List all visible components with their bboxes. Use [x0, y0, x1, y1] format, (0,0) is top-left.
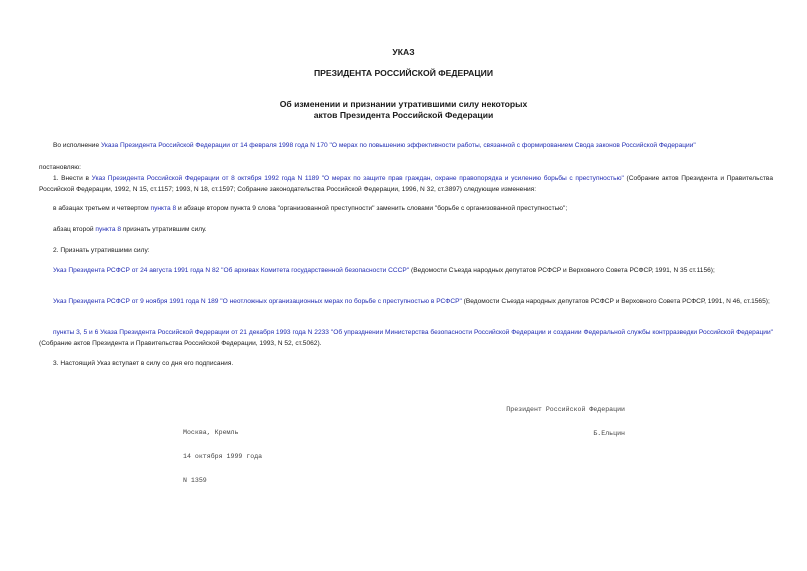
item-1a-rest: и абзаце втором пункта 9 слова "организованной преступности" заменить словами "борьбе с организованной преступностью";: [176, 205, 568, 212]
signature-name: Б.Ельцин: [593, 430, 625, 437]
item-1b-paragraph: [53, 224, 773, 235]
item-1-rest: (Собрание актов Президента и Правительства Российской Федерации, 1992, N 15, ст.1157; 1993, N 18, ст.1597; Собрание законодательства Российской Федерации, 1996, N 32, ст.3897) следующие изменения:: [39, 175, 773, 193]
item-1a-link[interactable]: пункта 8: [150, 205, 177, 212]
item-1b-prefix: абзац второй: [53, 226, 96, 233]
item-1b-rest: признать утратившим силу.: [121, 226, 207, 233]
preamble-link[interactable]: Указа Президента Российской Федерации от 14 февраля 1998 года N 170 "О мерах по повышению эффективности работы, связанной с формированием Свода законов Российской Федерации": [100, 142, 696, 149]
preamble-paragraph: [53, 140, 773, 151]
item-2d-link[interactable]: Указ Президента РСФСР от 9 ноября 1991 года N 189 "О неотложных организационных мерах по борьбе с преступностью в РСФСР": [53, 298, 462, 305]
item-1-prefix: 1. Внести в: [53, 175, 92, 182]
doc-subject-line-1: Об изменении и признании утратившими силу некоторых: [279, 99, 528, 109]
item-1-paragraph: [39, 173, 773, 195]
doc-subject-line-2: актов Президента Российской Федерации: [313, 110, 494, 120]
doc-issuer: ПРЕЗИДЕНТА РОССИЙСКОЙ ФЕДЕРАЦИИ: [313, 68, 494, 78]
item-2c-paragraph: [39, 265, 773, 276]
item-1b-link[interactable]: пункта 8: [95, 226, 122, 233]
item-2d-rest: (Ведомости Съезда народных депутатов РСФСР и Верховного Совета РСФСР, 1991, N 46, ст.1565);: [461, 298, 770, 305]
item-1a-prefix: в абзацах третьем и четвертом: [53, 205, 151, 212]
item-2d-paragraph: [39, 296, 773, 307]
place-text: Москва, Кремль: [183, 429, 239, 436]
item-2e-rest: (Собрание актов Президента и Правительства Российской Федерации, 1993, N 52, ст.5062).: [39, 340, 322, 347]
date-text: 14 октября 1999 года: [183, 453, 263, 460]
item-1a-paragraph: [53, 203, 773, 214]
decree-number: N 1359: [183, 477, 207, 484]
doc-subject: [0, 99, 807, 121]
item-2-heading: 2. Признать утратившими силу:: [53, 247, 150, 254]
item-2e-paragraph: [39, 327, 773, 349]
preamble-prefix: Во исполнение: [53, 142, 101, 149]
item-2c-link[interactable]: Указ Президента РСФСР от 24 августа 1991 года N 82 "Об архивах Комитета государственной безопасности СССР": [53, 267, 410, 274]
item-2c-rest: (Ведомости Съезда народных депутатов РСФСР и Верховного Совета РСФСР, 1991, N 35 ст.1156);: [409, 267, 715, 274]
item-3-paragraph: 3. Настоящий Указ вступает в силу со дня его подписания.: [53, 360, 234, 367]
item-1-link[interactable]: Указ Президента Российской Федерации от 8 октября 1992 года N 1189 "О мерах по защите прав граждан, охране правопорядка и усилению борьбы с преступностью": [91, 175, 624, 182]
item-2e-link[interactable]: пункты 3, 5 и 6 Указа Президента Российской Федерации от 21 декабря 1993 года N 2233 "Об упразднении Министерства безопасности Российской Федерации и создании Федеральной службы контрразведки Российской Федерации": [53, 329, 773, 336]
signature-position: Президент Российской Федерации: [506, 406, 625, 413]
place-date-block: [183, 413, 262, 501]
signature-block: [506, 390, 625, 454]
resolve-text: постановляю:: [39, 164, 82, 171]
doc-title: УКАЗ: [392, 47, 415, 57]
